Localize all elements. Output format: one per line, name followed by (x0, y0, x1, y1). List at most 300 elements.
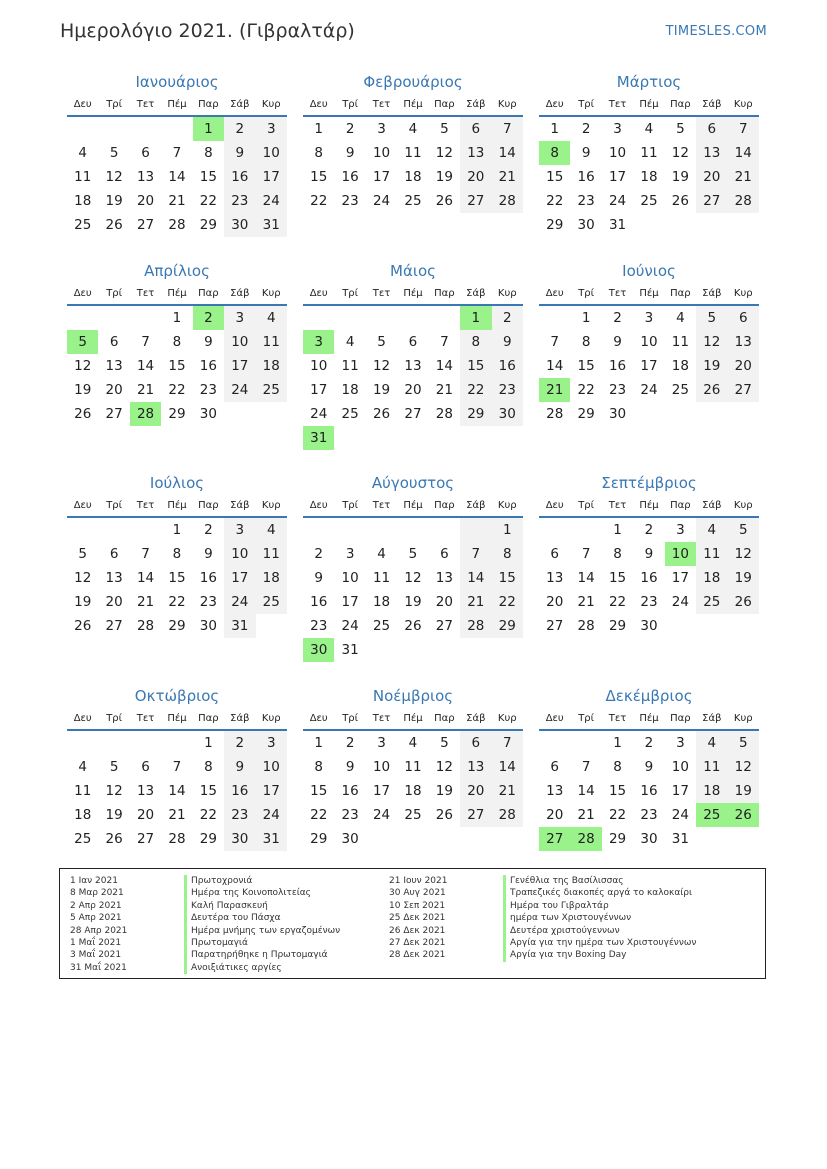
empty-day-cell (570, 731, 601, 755)
day-cell: 10 (310, 358, 328, 374)
day-cell: 5 (696, 306, 727, 330)
day-cell: 16 (310, 594, 328, 610)
day-cell: 21 (136, 594, 155, 610)
day-cell: 1 (613, 735, 622, 751)
day-cell: 31 (224, 614, 255, 638)
day-cell: 9 (204, 334, 213, 350)
day-cell: 8 (581, 334, 591, 350)
empty-day-cell (98, 117, 129, 141)
day-cell: 11 (404, 759, 422, 775)
weekday-label: Τρί (342, 99, 359, 110)
day-cell: 15 (168, 570, 186, 586)
day-cell: 3 (224, 306, 255, 330)
empty-day-cell (492, 638, 523, 662)
day-cell: 7 (141, 546, 150, 562)
day-cell: 4 (408, 735, 418, 751)
day-cell: 2 (492, 306, 523, 330)
month-name: Απρίλιος (144, 262, 210, 280)
week-row (67, 566, 287, 590)
week-row (67, 141, 287, 165)
day-cell: 11 (256, 330, 287, 354)
day-cell: 11 (671, 334, 689, 350)
day-cell: 28 (577, 618, 595, 634)
day-cell: 12 (696, 330, 727, 354)
day-cell: 9 (314, 570, 323, 586)
day-cell: 8 (314, 145, 323, 161)
week-row (539, 330, 759, 354)
day-cell: 16 (492, 354, 523, 378)
day-cell: 22 (577, 382, 595, 398)
weekday-header-row (303, 282, 523, 306)
day-cell: 24 (224, 590, 255, 614)
day-cell: 25 (404, 807, 422, 823)
empty-day-cell (696, 614, 727, 638)
weekday-header-row (67, 494, 287, 518)
week-row (67, 827, 287, 851)
empty-day-cell (429, 306, 460, 330)
month-calendar (539, 472, 759, 638)
week-row (303, 354, 523, 378)
day-cell: 4 (676, 310, 685, 326)
weekday-label: Κυρ (261, 99, 281, 110)
weekday-label: Παρ (434, 713, 455, 724)
day-cell: 12 (372, 358, 391, 374)
weekday-label: Παρ (198, 99, 219, 110)
day-cell: 17 (256, 165, 287, 189)
day-cell: 17 (224, 566, 255, 590)
day-cell: 13 (696, 141, 727, 165)
weekday-header-row (67, 93, 287, 117)
day-cell: 12 (728, 755, 759, 779)
day-cell: 15 (608, 570, 627, 586)
weekday-label: Δευ (73, 99, 92, 110)
week-row (539, 518, 759, 542)
week-row (303, 638, 523, 662)
weekday-label: Παρ (670, 288, 691, 299)
day-cell: 24 (640, 382, 658, 398)
holiday-day-cell: 1 (193, 117, 224, 141)
empty-day-cell (460, 827, 491, 851)
day-cell: 18 (74, 807, 92, 823)
holiday-date: 1 Ιαν 2021 (70, 876, 118, 886)
day-cell: 13 (136, 169, 155, 185)
weekday-label: Σάβ (230, 500, 250, 511)
weekday-label: Τρί (578, 500, 595, 511)
empty-day-cell (539, 306, 570, 330)
holiday-name: Ανοιξιάτικες αργίες (184, 962, 282, 974)
day-cell: 27 (105, 618, 123, 634)
holiday-day-cell: 8 (539, 141, 570, 165)
empty-day-cell (460, 638, 491, 662)
day-cell: 25 (74, 217, 92, 233)
day-cell: 22 (608, 594, 627, 610)
day-cell: 18 (640, 169, 658, 185)
day-cell: 5 (676, 121, 685, 137)
empty-day-cell (334, 306, 365, 330)
weekday-label: Κυρ (497, 288, 517, 299)
day-cell: 22 (460, 378, 491, 402)
day-cell: 1 (314, 121, 323, 137)
weekday-label: Κυρ (733, 99, 753, 110)
day-cell: 19 (728, 779, 759, 803)
day-cell: 15 (199, 169, 217, 185)
empty-day-cell (696, 213, 727, 237)
weekday-label: Τρί (578, 99, 595, 110)
day-cell: 27 (136, 831, 155, 847)
day-cell: 20 (105, 382, 123, 398)
day-cell: 19 (372, 382, 391, 398)
weekday-label: Πέμ (403, 99, 423, 110)
empty-day-cell (728, 402, 759, 426)
day-cell: 23 (199, 594, 217, 610)
holiday-name: Αργία για την ημέρα των Χριστουγέννων (503, 937, 696, 949)
weekday-label: Κυρ (733, 288, 753, 299)
day-cell: 27 (546, 618, 564, 634)
month-calendar (303, 685, 523, 851)
week-row (539, 354, 759, 378)
week-row (539, 590, 759, 614)
day-cell: 5 (408, 546, 418, 562)
day-cell: 24 (256, 803, 287, 827)
holiday-name: Γενέθλια της Βασίλισσας (503, 875, 624, 887)
day-cell: 26 (74, 406, 92, 422)
day-cell: 13 (435, 570, 453, 586)
day-cell: 15 (310, 169, 328, 185)
day-cell: 8 (314, 759, 323, 775)
weekday-label: Κυρ (497, 99, 517, 110)
weekday-label: Τρί (342, 288, 359, 299)
day-cell: 16 (640, 570, 658, 586)
weekday-label: Σάβ (702, 99, 722, 110)
day-cell: 26 (74, 618, 92, 634)
day-cell: 23 (608, 382, 627, 398)
day-cell: 22 (199, 807, 217, 823)
empty-day-cell (665, 213, 696, 237)
weekday-label: Τρί (106, 288, 123, 299)
empty-day-cell (67, 117, 98, 141)
holiday-day-cell: 2 (193, 306, 224, 330)
day-cell: 1 (314, 735, 323, 751)
weekday-label: Τετ (608, 288, 627, 299)
holiday-date: 25 Δεκ 2021 (389, 913, 446, 924)
day-cell: 7 (440, 334, 449, 350)
day-cell: 3 (256, 731, 287, 755)
week-row (303, 614, 523, 638)
day-cell: 26 (404, 618, 422, 634)
weekday-label: Τρί (342, 713, 359, 724)
day-cell: 8 (172, 334, 182, 350)
day-cell: 2 (314, 546, 323, 562)
holiday-date: 2 Απρ 2021 (70, 900, 122, 911)
weekday-label: Σάβ (466, 288, 486, 299)
day-cell: 23 (199, 382, 217, 398)
day-cell: 21 (136, 382, 155, 398)
weekday-label: Πέμ (639, 99, 659, 110)
month-calendar (67, 71, 287, 237)
day-cell: 30 (492, 402, 523, 426)
empty-day-cell (366, 306, 397, 330)
week-row (303, 590, 523, 614)
month-name: Ιανουάριος (135, 73, 219, 91)
day-cell: 21 (435, 382, 453, 398)
day-cell: 1 (613, 522, 622, 538)
empty-day-cell (256, 614, 287, 638)
day-cell: 12 (435, 145, 453, 161)
empty-day-cell (633, 213, 664, 237)
day-cell: 9 (613, 334, 622, 350)
day-cell: 25 (404, 193, 422, 209)
day-cell: 27 (136, 217, 155, 233)
day-cell: 13 (105, 358, 123, 374)
day-cell: 9 (492, 330, 523, 354)
empty-day-cell (665, 614, 696, 638)
day-cell: 9 (644, 759, 654, 775)
day-cell: 31 (256, 213, 287, 237)
holiday-name: Τραπεζικές διακοπές αργά το καλοκαίρι (503, 887, 692, 899)
weekday-label: Πέμ (639, 500, 659, 511)
day-cell: 19 (74, 594, 92, 610)
day-cell: 29 (460, 402, 491, 426)
day-cell: 26 (372, 406, 391, 422)
day-cell: 4 (256, 518, 287, 542)
empty-day-cell (460, 426, 491, 450)
day-cell: 20 (136, 193, 155, 209)
empty-day-cell (665, 402, 696, 426)
holiday-name: Δευτέρα χριστούγεννων (503, 925, 620, 937)
day-cell: 22 (168, 594, 186, 610)
day-cell: 29 (310, 831, 328, 847)
day-cell: 17 (341, 594, 359, 610)
day-cell: 29 (168, 618, 186, 634)
day-cell: 14 (168, 169, 186, 185)
day-cell: 2 (345, 735, 355, 751)
week-row (67, 542, 287, 566)
day-cell: 10 (372, 759, 391, 775)
weekday-header-row (303, 494, 523, 518)
empty-day-cell (130, 518, 161, 542)
day-cell: 3 (377, 121, 386, 137)
day-cell: 2 (644, 735, 654, 751)
day-cell: 24 (256, 189, 287, 213)
day-cell: 16 (224, 165, 255, 189)
holiday-name: Αργία για την Boxing Day (503, 949, 627, 961)
week-row (67, 330, 287, 354)
day-cell: 18 (404, 169, 422, 185)
empty-day-cell (161, 731, 192, 755)
weekday-label: Τετ (372, 500, 391, 511)
day-cell: 23 (341, 807, 359, 823)
day-cell: 19 (435, 169, 453, 185)
weekday-label: Παρ (198, 713, 219, 724)
day-cell: 13 (105, 570, 123, 586)
day-cell: 7 (492, 731, 523, 755)
week-row (67, 518, 287, 542)
month-calendar (67, 260, 287, 426)
day-cell: 1 (581, 310, 591, 326)
empty-day-cell (130, 306, 161, 330)
holiday-name: Πρωτομαγιά (184, 937, 248, 949)
week-row (539, 402, 759, 426)
day-cell: 11 (341, 358, 359, 374)
empty-day-cell (303, 306, 334, 330)
day-cell: 11 (74, 169, 92, 185)
holiday-date: 3 Μαΐ 2021 (70, 950, 122, 961)
day-cell: 19 (435, 783, 453, 799)
day-cell: 25 (671, 382, 689, 398)
weekday-label: Σάβ (702, 500, 722, 511)
day-cell: 31 (341, 642, 359, 658)
day-cell: 5 (440, 121, 449, 137)
day-cell: 27 (105, 406, 123, 422)
day-cell: 26 (435, 193, 453, 209)
day-cell: 3 (676, 735, 685, 751)
day-cell: 31 (256, 827, 287, 851)
day-cell: 30 (199, 406, 217, 422)
weekday-header-row (539, 494, 759, 518)
holiday-day-cell: 5 (67, 330, 98, 354)
weekday-label: Τρί (578, 288, 595, 299)
day-cell: 20 (460, 165, 491, 189)
day-cell: 4 (345, 334, 355, 350)
weekday-label: Πέμ (167, 713, 187, 724)
day-cell: 30 (224, 213, 255, 237)
day-cell: 10 (671, 759, 689, 775)
day-cell: 5 (728, 518, 759, 542)
day-cell: 4 (644, 121, 654, 137)
day-cell: 22 (310, 193, 328, 209)
weekday-label: Πέμ (167, 99, 187, 110)
day-cell: 15 (460, 354, 491, 378)
weekday-header-row (539, 93, 759, 117)
day-cell: 13 (460, 755, 491, 779)
empty-day-cell (429, 827, 460, 851)
day-cell: 3 (613, 121, 622, 137)
day-cell: 7 (581, 759, 591, 775)
week-row (539, 803, 759, 827)
week-row (539, 141, 759, 165)
day-cell: 13 (404, 358, 422, 374)
day-cell: 7 (460, 542, 491, 566)
day-cell: 20 (435, 594, 453, 610)
week-row (539, 614, 759, 638)
day-cell: 5 (109, 145, 119, 161)
month-calendar (303, 472, 523, 662)
day-cell: 2 (613, 310, 622, 326)
week-row (303, 306, 523, 330)
day-cell: 14 (136, 570, 155, 586)
day-cell: 18 (372, 594, 391, 610)
day-cell: 12 (74, 570, 92, 586)
week-row (303, 165, 523, 189)
empty-day-cell (728, 213, 759, 237)
weekday-label: Κυρ (261, 500, 281, 511)
week-row (67, 779, 287, 803)
day-cell: 13 (546, 783, 564, 799)
day-cell: 17 (224, 354, 255, 378)
day-cell: 19 (671, 169, 689, 185)
day-cell: 17 (310, 382, 328, 398)
day-cell: 7 (492, 117, 523, 141)
holiday-name: Καλή Παρασκευή (184, 900, 268, 912)
empty-day-cell (67, 731, 98, 755)
brand-logo-text[interactable]: TIMESLES.COM (665, 24, 767, 39)
holiday-day-cell: 1 (460, 306, 491, 330)
weekday-label: Τετ (372, 713, 391, 724)
day-cell: 22 (608, 807, 627, 823)
weekday-header-row (67, 282, 287, 306)
empty-day-cell (728, 614, 759, 638)
weekday-header-row (303, 93, 523, 117)
month-name: Ιούνιος (622, 262, 676, 280)
day-cell: 18 (696, 779, 727, 803)
day-cell: 28 (460, 614, 491, 638)
empty-day-cell (98, 518, 129, 542)
day-cell: 29 (608, 831, 627, 847)
day-cell: 28 (492, 189, 523, 213)
day-cell: 29 (199, 831, 217, 847)
day-cell: 30 (640, 618, 658, 634)
week-row (539, 378, 759, 402)
month-name: Οκτώβριος (134, 687, 220, 705)
empty-day-cell (429, 426, 460, 450)
weekday-label: Δευ (309, 288, 328, 299)
day-cell: 10 (372, 145, 391, 161)
day-cell: 4 (256, 306, 287, 330)
day-cell: 29 (168, 406, 186, 422)
weekday-label: Σάβ (702, 288, 722, 299)
week-row (303, 566, 523, 590)
day-cell: 16 (608, 358, 627, 374)
day-cell: 28 (168, 217, 186, 233)
day-cell: 3 (377, 735, 386, 751)
day-cell: 24 (608, 193, 627, 209)
day-cell: 27 (435, 618, 453, 634)
day-cell: 16 (199, 358, 217, 374)
weekday-label: Δευ (73, 500, 92, 511)
day-cell: 26 (105, 831, 123, 847)
empty-day-cell (366, 426, 397, 450)
empty-day-cell (397, 306, 428, 330)
holiday-day-cell: 31 (303, 426, 334, 450)
day-cell: 29 (546, 217, 564, 233)
empty-day-cell (161, 117, 192, 141)
day-cell: 21 (492, 165, 523, 189)
day-cell: 14 (728, 141, 759, 165)
day-cell: 19 (404, 594, 422, 610)
empty-day-cell (130, 117, 161, 141)
day-cell: 13 (136, 783, 155, 799)
weekday-label: Παρ (670, 99, 691, 110)
day-cell: 6 (550, 759, 559, 775)
day-cell: 7 (550, 334, 559, 350)
weekday-label: Κυρ (261, 713, 281, 724)
month-name: Μάρτιος (616, 73, 682, 91)
day-cell: 23 (224, 803, 255, 827)
month-calendar (539, 685, 759, 851)
weekday-label: Πέμ (403, 713, 423, 724)
day-cell: 1 (492, 518, 523, 542)
week-row (539, 731, 759, 755)
day-cell: 14 (492, 141, 523, 165)
empty-day-cell (696, 827, 727, 851)
day-cell: 28 (546, 406, 564, 422)
week-row (303, 827, 523, 851)
day-cell: 23 (224, 189, 255, 213)
empty-day-cell (570, 518, 601, 542)
day-cell: 16 (640, 783, 658, 799)
week-row (67, 354, 287, 378)
day-cell: 30 (199, 618, 217, 634)
